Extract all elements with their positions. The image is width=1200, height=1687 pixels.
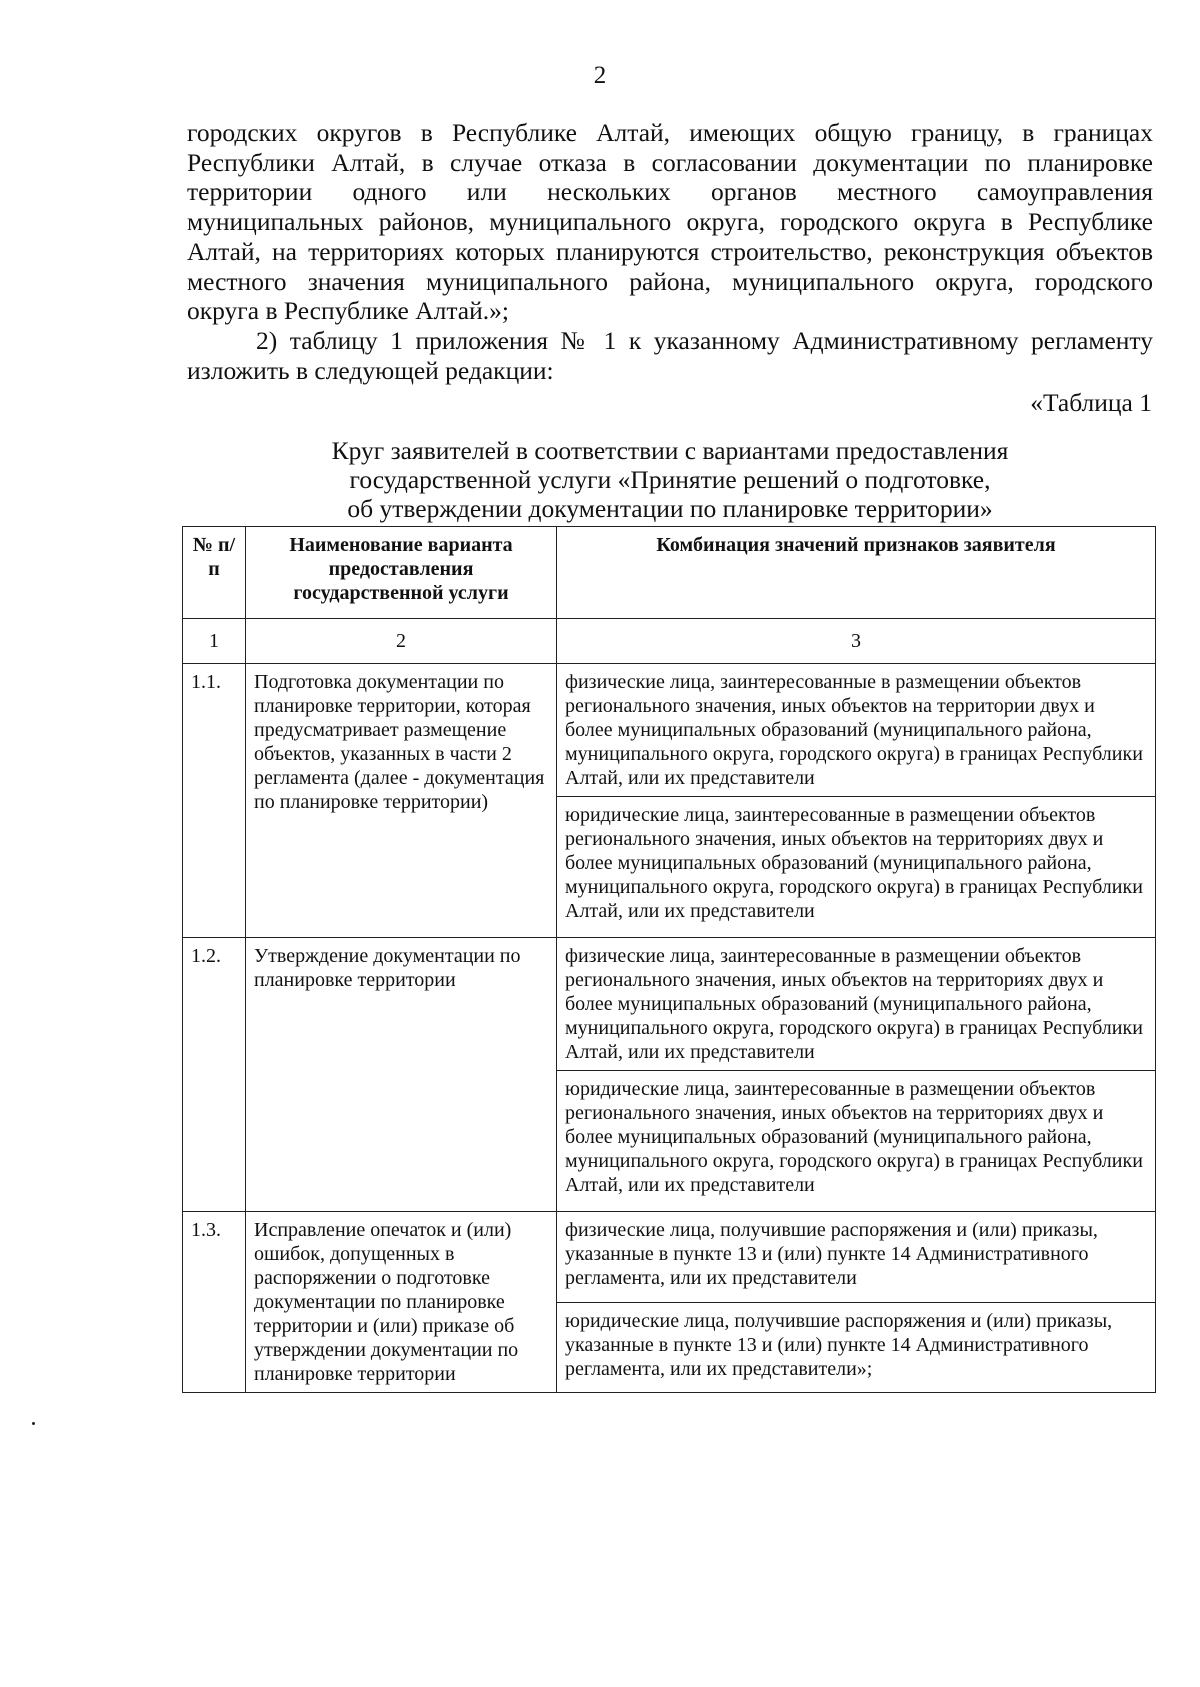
table-header-row bbox=[183, 527, 1156, 619]
header-variant-name: Наименование варианта предоставления государственной услуги bbox=[246, 527, 557, 619]
table-row bbox=[183, 664, 1156, 797]
variant-name: Подготовка документации по планировке территории, которая предусматривает размещение объектов, указанных в части 2 регламента (далее - документация по планировке территории) bbox=[246, 664, 557, 938]
paragraph-line: муниципальных районов, муниципального округа, городского округа в Республике bbox=[187, 207, 1153, 237]
paragraph-line: Республики Алтай, в случае отказа в согласовании документации по планировке bbox=[187, 147, 1153, 177]
row-number: 1.3. bbox=[183, 1212, 246, 1393]
column-number: 2 bbox=[246, 619, 557, 664]
row-number: 1.1. bbox=[183, 664, 246, 938]
variant-name: Утверждение документации по планировке территории bbox=[246, 938, 557, 1212]
header-applicant-combination: Комбинация значений признаков заявителя bbox=[557, 527, 1156, 619]
header-number: № п/п bbox=[183, 527, 246, 619]
applicants-table bbox=[182, 526, 1156, 1393]
scan-speck bbox=[32, 1422, 35, 1425]
applicant-description: физические лица, заинтересованные в размещении объектов регионального значения, иных объектов на территориях двух и более муниципальных образований (муниципального района, муниципального округа, городского округа) в границах Республики Алтай, или их представители bbox=[557, 938, 1156, 1071]
paragraph-line: городских округов в Республике Алтай, имеющих общую границу, в границах bbox=[187, 118, 1153, 147]
column-number: 1 bbox=[183, 619, 246, 664]
paragraph-line: округа в Республике Алтай.»; bbox=[187, 296, 509, 326]
table-title-line: государственной услуги «Принятие решений о подготовке, bbox=[349, 465, 991, 494]
row-number: 1.2. bbox=[183, 938, 246, 1212]
applicant-description: физические лица, получившие распоряжения и (или) приказы, указанные в пункте 13 и (или) пункте 14 Административного регламента, или их представители bbox=[557, 1212, 1156, 1303]
table-row bbox=[183, 1212, 1156, 1303]
applicant-description: юридические лица, заинтересованные в размещении объектов регионального значения, иных объектов на территориях двух и более муниципальных образований (муниципального района, муниципального округа, городского округа) в границах Республики Алтай, или их представители bbox=[557, 1071, 1156, 1212]
paragraph-line: 2) таблицу 1 приложения № 1 к указанному Административному регламенту bbox=[256, 325, 1153, 355]
variant-name: Исправление опечаток и (или) ошибок, допущенных в распоряжении о подготовке документации по планировке территории и (или) приказе об утверждении документации по планировке территории bbox=[246, 1212, 557, 1393]
paragraph-line: изложить в следующей редакции: bbox=[187, 355, 554, 385]
paragraph-line: Алтай, на территориях которых планируются строительство, реконструкция объектов bbox=[187, 236, 1153, 266]
table-title bbox=[187, 436, 1153, 523]
applicant-description: юридические лица, получившие распоряжения и (или) приказы, указанные в пункте 13 и (или) пункте 14 Административного регламента, или их представители»; bbox=[557, 1302, 1156, 1393]
paragraph-line: территории одного или нескольких органов местного самоуправления bbox=[187, 177, 1153, 207]
table-row bbox=[183, 938, 1156, 1071]
table-label: «Таблица 1 bbox=[1030, 388, 1152, 417]
paragraph-line: местного значения муниципального района, муниципального округа, городского bbox=[187, 266, 1153, 296]
page-number: 2 bbox=[593, 62, 607, 89]
body-text bbox=[187, 118, 1153, 385]
column-number: 3 bbox=[557, 619, 1156, 664]
applicant-description: физические лица, заинтересованные в размещении объектов регионального значения, иных объектов на территории двух и более муниципальных образований (муниципального района, муниципального округа, городского округа) в границах Республики Алтай, или их представители bbox=[557, 664, 1156, 797]
applicant-description: юридические лица, заинтересованные в размещении объектов регионального значения, иных объектов на территориях двух и более муниципальных образований (муниципального района, муниципального округа, городского округа) в границах Республики Алтай, или их представители bbox=[557, 797, 1156, 938]
table-title-line: Круг заявителей в соответствии с вариантами предоставления bbox=[331, 436, 1009, 465]
table-title-line: об утверждении документации по планировке территории» bbox=[347, 494, 993, 523]
table-column-numbers-row bbox=[183, 619, 1156, 664]
